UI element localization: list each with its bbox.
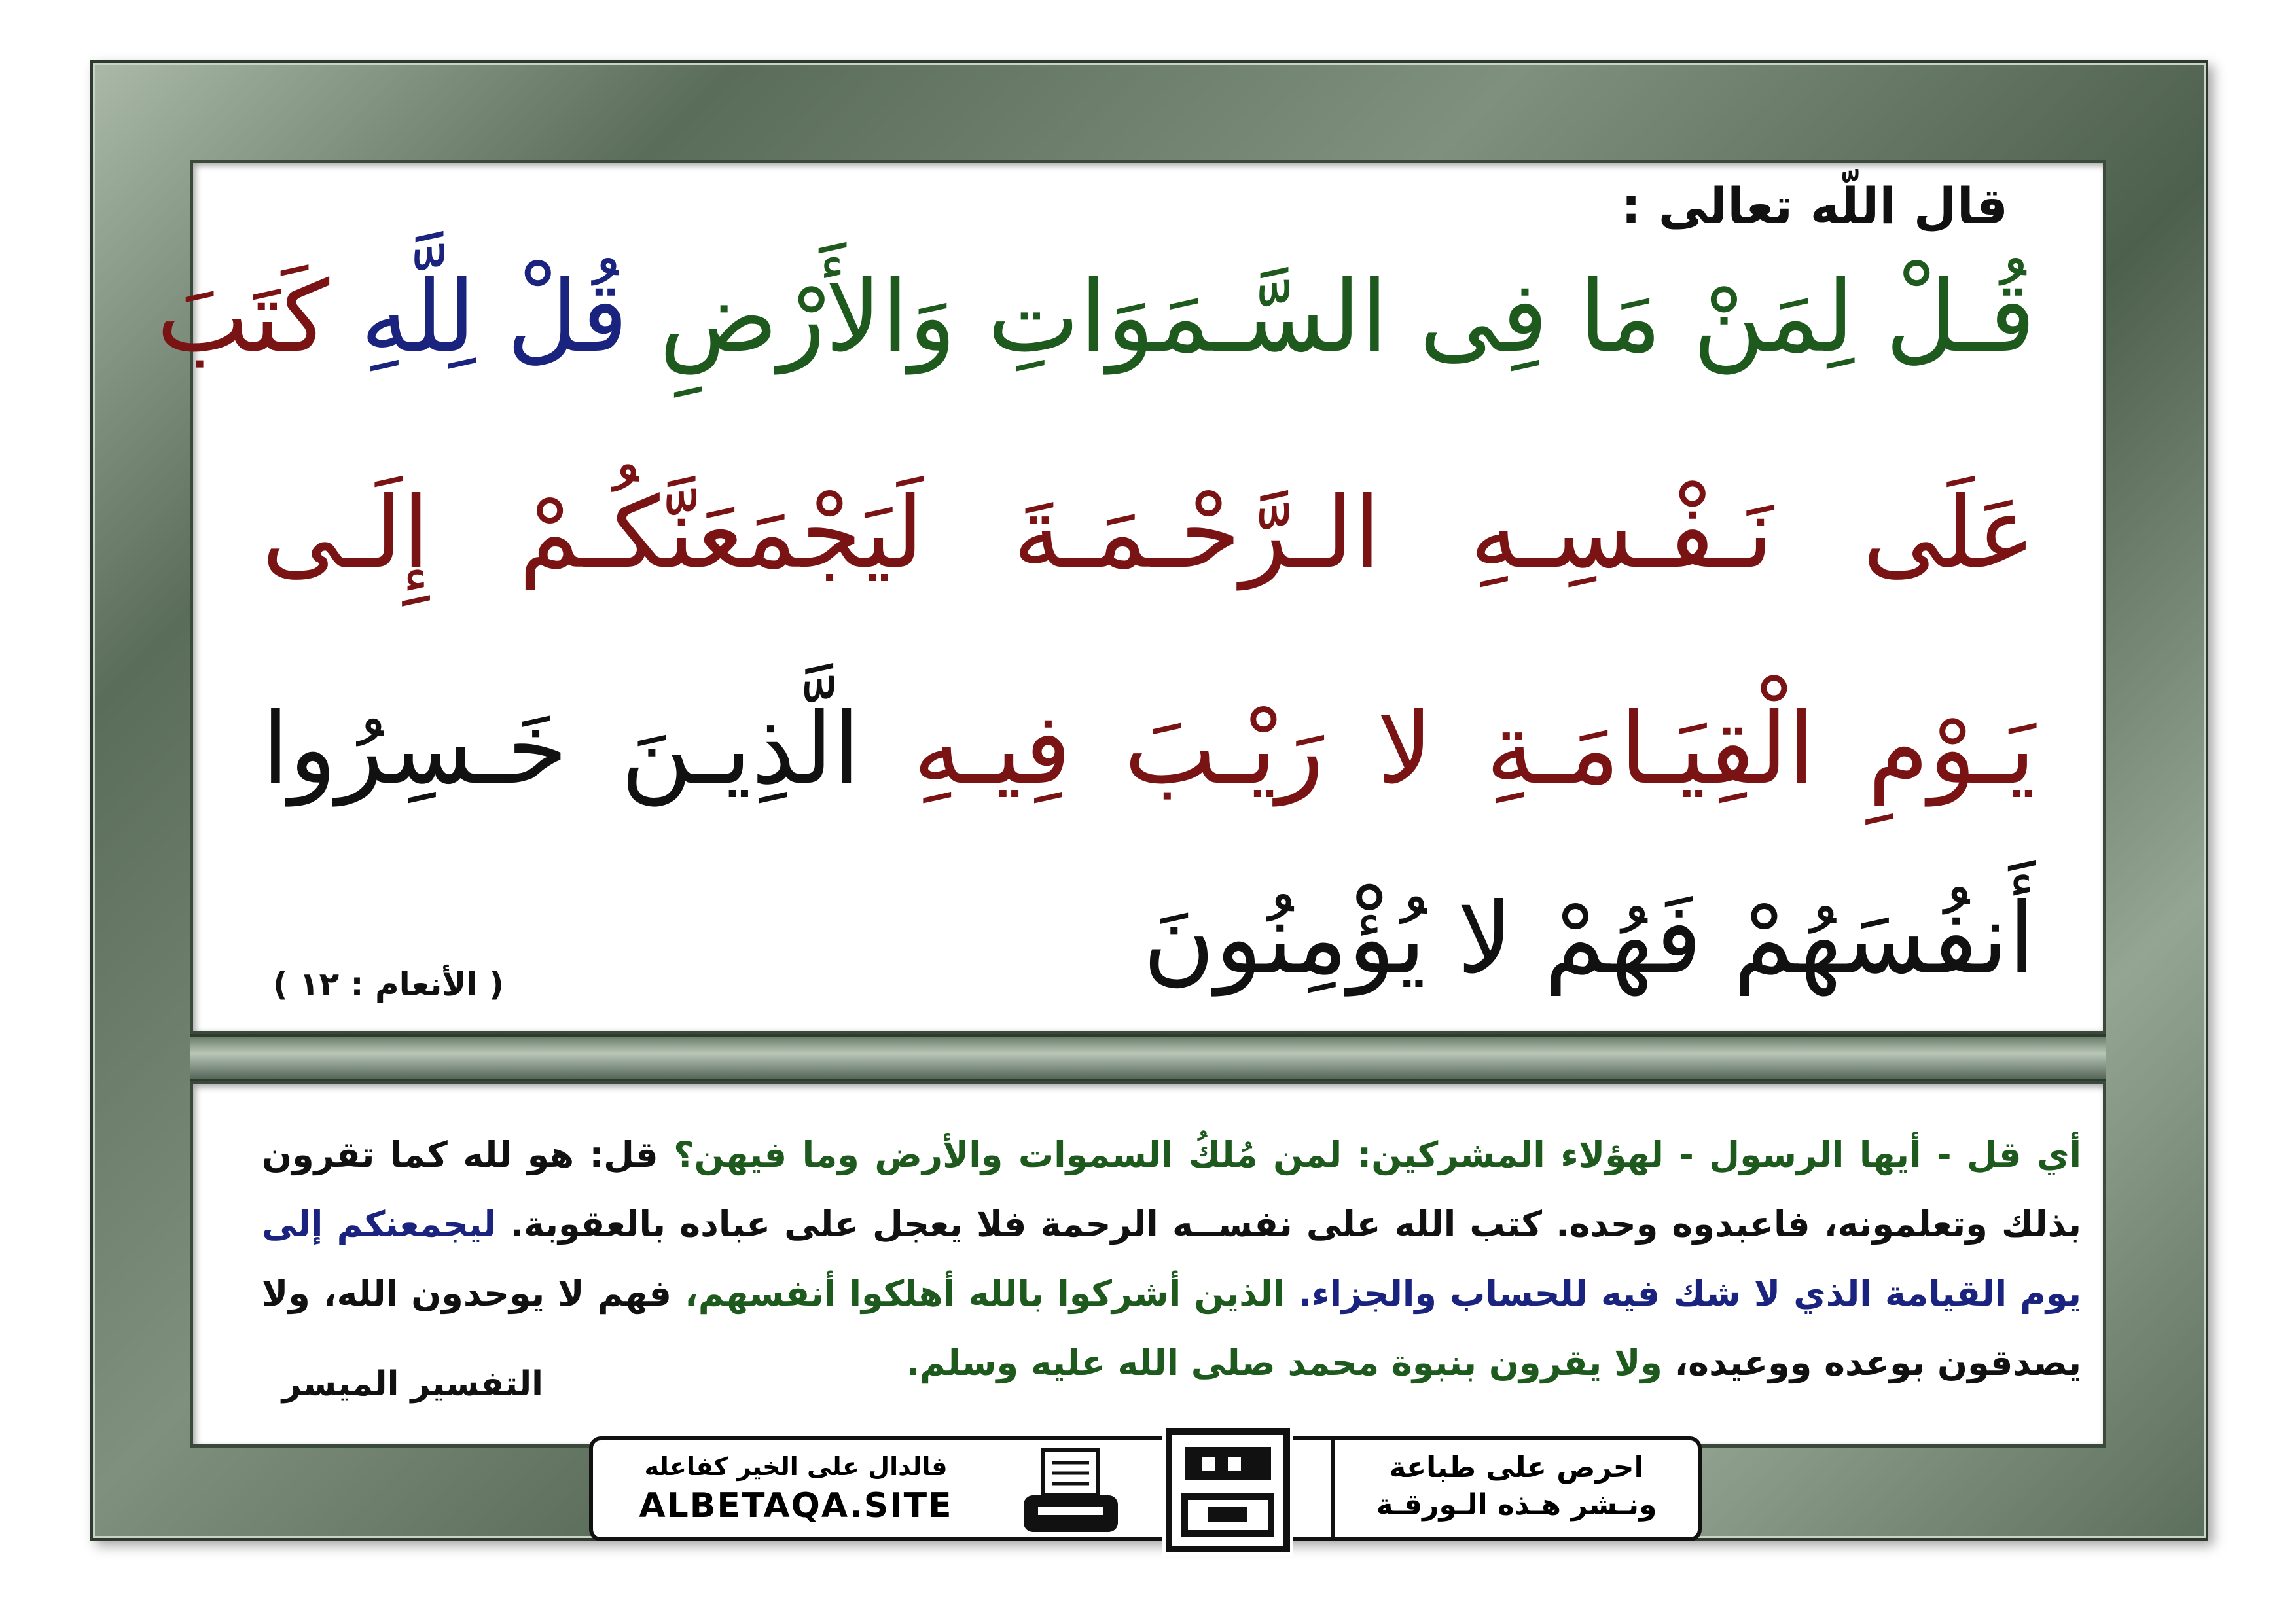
verse-line-3 (262, 692, 2036, 806)
tafsir-segment: فهم لا يوحدون الله، ولا يصدقون بوعده ووعيده، (262, 1273, 2081, 1383)
verse-segment: قُـلْ لِمَنْ مَا فِى السَّـمَوَاتِ وَالأَرْضِ (659, 260, 2036, 374)
banner-print-note (1331, 1440, 1698, 1537)
verse-segment: قُلْ لِلَّهِ (360, 260, 628, 374)
verse-segment: يَـوْمِ الْقِيَـامَـةِ لا رَيْـبَ فِيـهِ (913, 692, 2036, 806)
print-note-line-1: احرص على طباعة (1389, 1451, 1644, 1484)
verse-segment: كَتَبَ (156, 260, 330, 374)
banner-website-box (593, 1440, 999, 1537)
tafsir-source: التفسير الميسر (281, 1364, 543, 1404)
verse-segment: عَلَى نَـفْـسِـهِ الـرَّحْـمَـةَ لَيَجْمَعَنَّكُـمْ إِلَـى (262, 476, 2036, 590)
verse-line-4 (262, 882, 2036, 996)
tafsir-segment: ولا يقرون بنبوة محمد صلى الله عليه وسلم. (906, 1342, 1662, 1383)
print-note-line-2: ونـشر هـذه الـورقـة (1376, 1488, 1657, 1522)
banner-proverb: فالدال على الخير كفاعله (644, 1452, 948, 1481)
verse-segment: أَنفُسَهُمْ فَهُمْ لا يُؤْمِنُونَ (1143, 882, 2036, 996)
surah-reference: ( الأنعام : ١٢ ) (272, 965, 504, 1003)
dawa-logo (1162, 1425, 1293, 1556)
intro-heading: قال اللّه تعالى : (1621, 177, 2008, 235)
footer-banner (589, 1436, 1702, 1541)
frame-divider (190, 1034, 2106, 1081)
verse-line-1 (156, 260, 2036, 374)
verse-segment: الَّذِيـنَ خَـسِرُوا (262, 692, 861, 806)
printer-icon (1018, 1446, 1123, 1537)
website-link[interactable]: ALBETAQA.SITE (639, 1486, 953, 1525)
tafsir-segment: قل: هو لله كما تقرون بذلك وتعلمونه، فاعبدوه وحده. كتب الله على نفســه الرحمة فلا يعجل على عباده بالعقوبة. (262, 1134, 2081, 1245)
tafsir-segment: ليجمعنكم إلى يوم القيامة الذي لا شك فيه للحساب والجزاء. (262, 1204, 2081, 1314)
tafsir-segment: الذين أشركوا بالله أهلكوا أنفسهم، (685, 1273, 1285, 1314)
tafsir-text (262, 1120, 2081, 1398)
verse-line-2 (262, 476, 2036, 590)
tafsir-segment: أي قل - أيها الرسول - لهؤلاء المشركين: لمن مُلكُ السموات والأرض وما فيهن؟ (673, 1134, 2081, 1175)
